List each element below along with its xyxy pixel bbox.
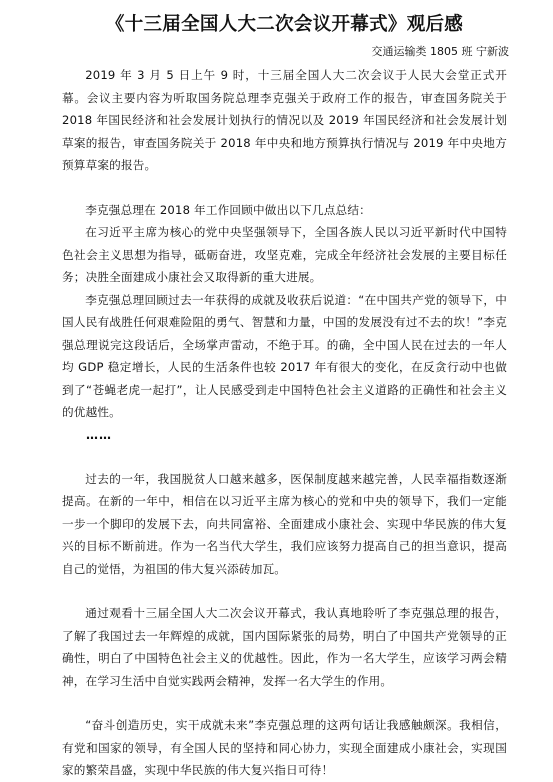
paragraph-spacer [62,177,507,199]
paragraph-reflection: 通过观看十三届全国人大二次会议开幕式，我认真地聆听了李克强总理的报告，了解了我国过去一年辉煌的成就，国内国际紧张的局势，明白了中国共产党领导的正确性，明白了中国特色社会主义的优越性。因此，作为一名大学生，应该学习两会精神，在学习生活中自觉实践两会精神，发挥一名大学生的作用。 [62,606,507,688]
paragraph-intro: 2019 年 3 月 5 日上午 9 时，十三届全国人大二次会议于人民大会堂正式开幕。会议主要内容为听取国务院总理李克强关于政府工作的报告，审查国务院关于 2018 年国民经济和社会发展计划执行的情况以及 2019 年国民经济和社会发展计划草案的报告，审查国务院关于 2018 年中央和地方预算执行情况与 2019 年中央地方预算草案的报告。 [62,68,507,172]
paragraph-spacer [62,692,507,714]
ellipsis-separator: …… [86,427,112,442]
author-line: 交通运输类 1805 班 宁新波 [371,45,509,58]
paragraph-spacer [62,446,507,468]
paragraph-past-year: 过去的一年，我国脱贫人口越来越多，医保制度越来越完善，人民幸福指数逐渐提高。在新的一年中，相信在以习近平主席为核心的党和中央的领导下，我们一定能一步一个脚印的发展下去，向共同富裕、全面建成小康社会、实现中华民族的伟大复兴的目标不断前进。作为一名当代大学生，我们应该努力提高自己的担当意识，提高自己的觉悟，为祖国的伟大复兴添砖加瓦。 [62,471,507,576]
paragraph-conclusion: “奋斗创造历史，实干成就未来”李克强总理的这两句话让我感触颇深。我相信，有党和国家的领导，有全国人民的坚持和同心协力，实现全面建成小康社会，实现国家的繁荣昌盛，实现中华民族的伟大复兴指日可待！ [62,718,507,777]
document-title: 《十三届全国人大二次会议开幕式》观后感 [105,14,464,35]
paragraph-spacer [62,580,507,602]
paragraph-summary-lead: 李克强总理在 2018 年工作回顾中做出以下几点总结： [85,202,371,217]
paragraph-summary-point: 在习近平主席为核心的党中央坚强领导下，全国各族人民以习近平新时代中国特色社会主义思想为指导，砥砺奋进，攻坚克难，完成全年经济社会发展的主要目标任务；决胜全面建成小康社会又取得新的重大进展。 [62,225,507,284]
paragraph-achievements: 李克强总理回顾过去一年获得的成就及收获后说道：“在中国共产党的领导下，中国人民有战胜任何艰难险阻的勇气、智慧和力量，中国的发展没有过不去的坎！”李克强总理说完这段话后，全场掌声雷动，不绝于耳。的确，全中国人民在过去的一年人均 GDP 稳定增长，人民的生活条件也较 2017 年有很大的变化，在反贪行动中也做到了“苍蝇老虎一起打”，让人民感受到走中国特色社会主义道路的正确性和社会主义的优越性。 [62,292,507,419]
